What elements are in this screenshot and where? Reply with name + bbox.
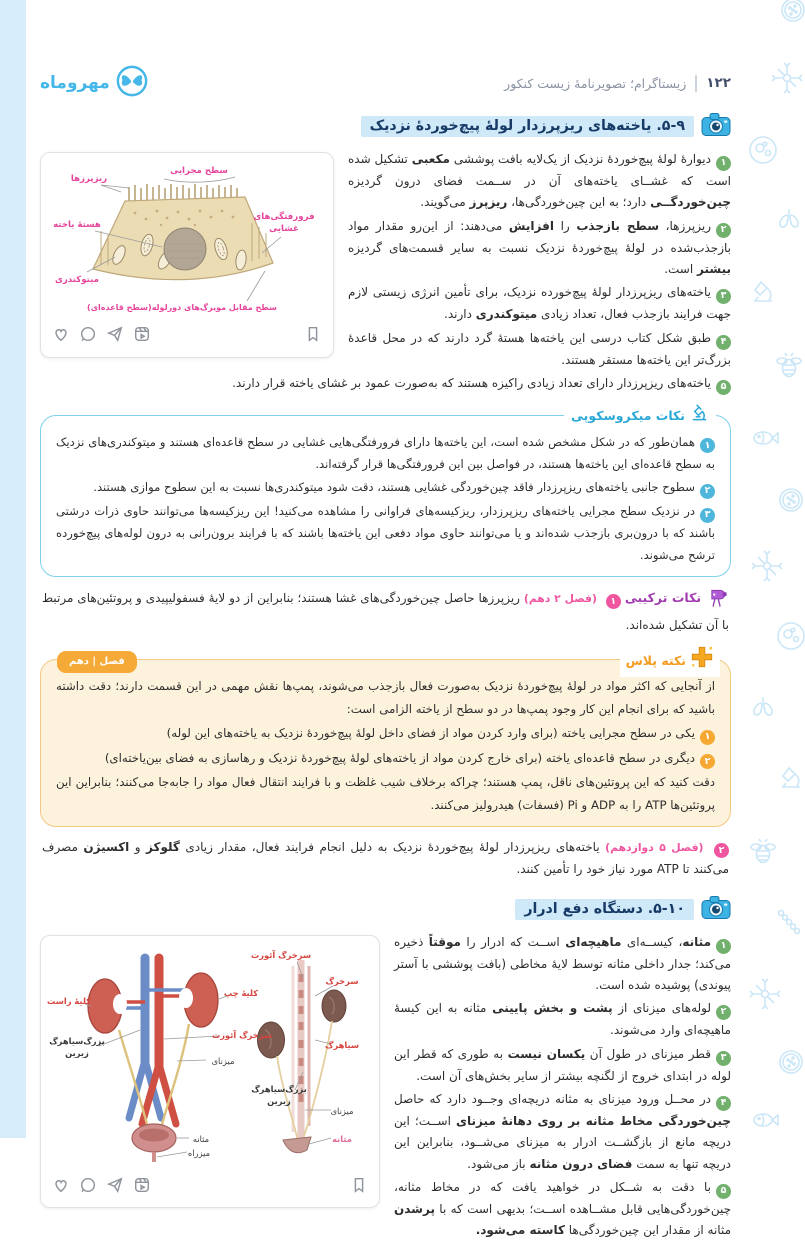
- item-number-badge: ۱: [700, 438, 715, 453]
- diagram-label: زیرین: [65, 1047, 89, 1058]
- chapter-ref: (فصل ۵ دوازدهم): [605, 840, 704, 854]
- section-title: ۵-۱۰. دستگاه دفع ادرار: [515, 899, 694, 920]
- left-accent-strip: [0, 0, 26, 1138]
- item-text: یاخته‌های ریزپرزدار لولهٔ پیچ‌خورده نزدیک، برای تأمین انرژی زیستی لازم جهت فرایند بازجذب فعال، تعداد زیادی میتوکندری دارند.: [348, 285, 731, 322]
- chapter-badge: فصل | دهم: [57, 651, 137, 673]
- book-title: زیستاگرام؛ تصویرنامهٔ زیست کنکور: [504, 75, 687, 91]
- section-title: ۵-۹. یاخته‌های ریزپرزدار لولهٔ پیچ‌خوردهٔ نزدیک: [361, 116, 694, 137]
- microscopic-notes-box: [40, 408, 731, 577]
- diagram-label: مثانه: [192, 1133, 210, 1144]
- page-header: [40, 64, 731, 102]
- reels-icon[interactable]: [133, 1176, 151, 1201]
- bookmark-icon[interactable]: [304, 325, 322, 350]
- item-text: همان‌طور که در شکل مشخص شده است، این یاخته‌ها دارای فرورفتگی‌هایی غشایی در سطح قاعده‌ای هستند و میتوکندری‌های نزدیک به سطح قاعده‌ای این یاخته‌ها هستند، در فواصل بین این فرورفتگی‌ها قرار گرفته‌اند.: [56, 434, 715, 471]
- diagram-label: (سطح قاعده‌ای)سطح مقابل مویرگ‌های دورلوله: [87, 303, 277, 312]
- instagram-post-card-kidney: [40, 935, 380, 1209]
- note-plus-title: [620, 645, 720, 677]
- chapter-ref: (فصل ۲ دهم): [523, 591, 597, 605]
- running-head: [504, 75, 731, 92]
- list-item: [40, 373, 731, 395]
- comment-icon[interactable]: [79, 1176, 97, 1201]
- box-title-text: نکته پلاس: [625, 653, 686, 669]
- item-number-badge: ۱: [700, 730, 715, 745]
- header-divider: [695, 75, 697, 92]
- list-item: [56, 501, 715, 566]
- list-item: [56, 432, 715, 476]
- item-text: در نزدیک سطح مجرایی یاخته‌های ریزپرزدار، ریزکیسه‌های فراوانی را مشاهده می‌کنید! این ریزکیسه‌ها می‌توانند حاوی ذرات درشتی باشند که با درون‌بری بازجذب شده‌اند و یا می‌توانند حاوی مواد دفعی این یاخته‌ها باشند که با فرایند برون‌رانی به درون لوله‌های پیچ‌خورده ترشح می‌شوند.: [56, 504, 715, 562]
- diagram-label: فرورفتگی‌های: [253, 212, 315, 222]
- heart-icon[interactable]: [52, 1176, 70, 1201]
- combo-number-badge: ۱: [606, 594, 621, 609]
- item-number-badge: ۱: [716, 939, 731, 954]
- diagram-label: میزنای: [211, 1055, 235, 1066]
- plus-icon: [690, 645, 714, 677]
- share-icon[interactable]: [106, 1176, 124, 1201]
- combo-text: ریزپرزها حاصل چین‌خوردگی‌های غشا هستند؛ بنابراین از دو لایهٔ فسفولیپیدی و پروتئین‌های مرتبط با آن تشکیل شده‌اند.: [42, 590, 729, 633]
- item-text: دیوارهٔ لولهٔ پیچ‌خوردهٔ نزدیک از یک‌لایه بافت پوششی مکعبی تشکیل شده است که غشــای یاخته‌های آن در ســمت فضای درون گردیزه چین‌خوردگــی دارد؛ به این چین‌خوردگی‌ها، ریزپرز می‌گویند.: [348, 152, 731, 210]
- diagram-label: بزرگ‌سیاهرگ: [251, 1083, 307, 1094]
- list-item: [56, 477, 715, 499]
- comment-icon[interactable]: [79, 325, 97, 350]
- diagram-label: میزنای: [330, 1105, 354, 1116]
- diagram-label: کلیهٔ چپ: [223, 987, 259, 998]
- microscopic-notes-title: [564, 403, 716, 430]
- diagram-label: ریزپرزها: [70, 174, 108, 184]
- kidney-diagram: [46, 944, 360, 1164]
- note-plus-outro: دقت کنید که این پروتئین‌های ناقل، پمپ هستند؛ چراکه برخلاف شیب غلظت و با فرایند انتقال فعال مواد را جابه‌جا می‌کنند؛ بنابراین این پروتئین‌ها ATP را به ADP و Pi (فسفات) هیدرولیز می‌کنند.: [56, 775, 715, 812]
- combo-note-1: [42, 587, 729, 638]
- camera-icon: [701, 112, 731, 141]
- item-number-badge: ۲: [700, 484, 715, 499]
- box-title-text: نکات میکروسکوپی: [571, 408, 685, 424]
- item-number-badge: ۲: [716, 1005, 731, 1020]
- item-text: مثانه، کیســه‌ای ماهیچه‌ای اســت که ادرار را موقتاً ذخیره می‌کند؛ جدار داخلی مثانه توسط لایهٔ مخاطی (بافت پوششی با آستر پیوندی) پوشیده شده است.: [394, 934, 731, 992]
- diagram-label: زیرین: [267, 1095, 291, 1106]
- item-number-badge: ۵: [716, 380, 731, 395]
- list-item: [56, 747, 715, 770]
- diagram-label: سرخرگ آئورت: [250, 949, 312, 960]
- item-number-badge: ۴: [716, 335, 731, 350]
- diagram-label: میزراه: [187, 1147, 211, 1158]
- share-icon[interactable]: [106, 325, 124, 350]
- note-plus-intro: از آنجایی که اکثر مواد در لولهٔ پیچ‌خوردهٔ نزدیک به‌صورت فعال بازجذب می‌شوند، پمپ‌ها نقش مهمی در این قسمت دارند؛ دقت داشته باشید که برای انجام این کار وجود پمپ‌ها در دو سطح از یاخته الزامی است:: [56, 679, 715, 716]
- diagram-label: میتوکندری: [54, 275, 100, 285]
- diagram-label: بزرگ‌سیاهرگ: [49, 1035, 105, 1046]
- item-number-badge: ۲: [700, 754, 715, 769]
- item-text: با دقت به شــکل در خواهید یافت که در مخاط مثانه، چین‌خوردگی‌هایی قابل مشــاهده اســت؛ بدیهی است که با پرشدن مثانه از مقدار این چین‌خوردگی‌ها کاسته می‌شود.: [394, 1179, 731, 1238]
- science-doodle-band: [747, 0, 805, 1138]
- item-text: یاخته‌های ریزپرزدار دارای تعداد زیادی راکیزه هستند که به‌صورت عمود بر غشای یاخته قرار دارند.: [232, 375, 711, 390]
- diagram-label: مثانه: [332, 1133, 352, 1144]
- page-number: ۱۲۲: [706, 75, 731, 91]
- item-number-badge: ۲: [716, 223, 731, 238]
- bookmark-icon[interactable]: [350, 1176, 368, 1201]
- item-text: در محــل ورود میزنای به مثانه دریچه‌ای وجــود دارد که حاصل چین‌خوردگی مخاط مثانه بر روی دهانهٔ میزنای اســت؛ این دریچه مانع از بازگشــت ادرار به میزنای می‌شــود، بنابراین این دریچه تنها به سمت فضای درون مثانه باز می‌شود.: [394, 1091, 731, 1171]
- section-5-9-heading: [40, 112, 731, 141]
- doodle-pattern-icon: [747, 0, 805, 1138]
- note-plus-box: [40, 653, 731, 827]
- diagram-label: غشایی: [269, 224, 299, 234]
- diagram-label: سیاهرگ: [324, 1039, 360, 1050]
- camera-icon: [701, 895, 731, 924]
- item-number-badge: ۳: [716, 289, 731, 304]
- reels-icon[interactable]: [133, 325, 151, 350]
- post-actions: [49, 1171, 371, 1204]
- section-5-9-body: [40, 149, 731, 395]
- heart-icon[interactable]: [52, 325, 70, 350]
- publisher-logo: [40, 65, 148, 101]
- item-number-badge: ۱: [716, 156, 731, 171]
- item-text: دیگری در سطح قاعده‌ای یاخته (برای خارج کردن مواد از یاخته‌های لولهٔ پیچ‌خوردهٔ نزدیک و رهاسازی به فضای بین‌یاخته‌ای): [104, 750, 695, 765]
- item-text: یکی در سطح مجرایی یاخته (برای وارد کردن مواد از فضای داخل لولهٔ پیچ‌خوردهٔ نزدیک به یاخته‌های این لوله): [166, 726, 695, 741]
- combo-text: یاخته‌های ریزپرزدار لولهٔ پیچ‌خوردهٔ نزدیک به دلیل انجام فرایند فعال، مقدار زیادی گلوکز و اکسیژن مصرف می‌کنند تا ATP مورد نیاز خود را تأمین کنند.: [42, 839, 729, 876]
- combo-label: نکات ترکیبی: [624, 589, 702, 605]
- section-5-10-heading: [40, 895, 731, 924]
- combo-note-2: [42, 837, 729, 881]
- publisher-name: مهروماه: [40, 73, 110, 93]
- item-text: طبق شکل کتاب درسی این یاخته‌ها هستهٔ گرد دارند که در محل قاعدهٔ بزرگ‌تر این یاخته‌ها مستقر هستند.: [348, 330, 731, 367]
- list-item: [56, 722, 715, 745]
- page-content: [26, 0, 747, 1238]
- item-text: لوله‌های میزنای از پشت و بخش پایینی مثانه به این کیسهٔ ماهیچه‌ای وارد می‌شوند.: [394, 1001, 731, 1038]
- combo-number-badge: ۲: [714, 843, 729, 858]
- diagram-label: هستهٔ یاخته: [53, 220, 101, 230]
- diagram-label: سرخرگ آئورت: [211, 1029, 273, 1040]
- diagram-label: کلیهٔ راست: [46, 995, 92, 1006]
- item-number-badge: ۳: [700, 508, 715, 523]
- section-5-10-body: [40, 932, 731, 1242]
- butterfly-icon: [116, 65, 148, 101]
- instagram-post-card-cell: [40, 152, 334, 358]
- item-number-badge: ۴: [716, 1096, 731, 1111]
- diagram-label: سرخرگ: [325, 975, 359, 986]
- item-number-badge: ۵: [716, 1184, 731, 1199]
- microscope-icon: [690, 403, 709, 430]
- diagram-label: سطح مجرایی: [170, 166, 228, 176]
- item-number-badge: ۳: [716, 1051, 731, 1066]
- cell-diagram: [49, 161, 315, 313]
- post-actions: [49, 320, 325, 353]
- item-text: قطر میزنای در طول آن یکسان نیست به طوری که قطر این لوله در ابتدای خروج از لگنچه بیشتر از سایر بخش‌های آن است.: [394, 1046, 731, 1083]
- item-text: سطوح جانبی یاخته‌های ریزپرزدار فاقد چین‌خوردگی غشایی هستند، دقت شود میتوکندری‌ها نسبت به این سطوح موازی هستند.: [93, 480, 695, 495]
- mixer-icon: [704, 597, 729, 611]
- item-text: ریزپرزها، سطح بازجذب را افزایش می‌دهند: از این‌رو مقدار مواد بازجذب‌شده در لولهٔ پیچ‌خوردهٔ نزدیک نسبت به سایر قسمت‌های گردیزه بیشتر است.: [348, 218, 731, 276]
